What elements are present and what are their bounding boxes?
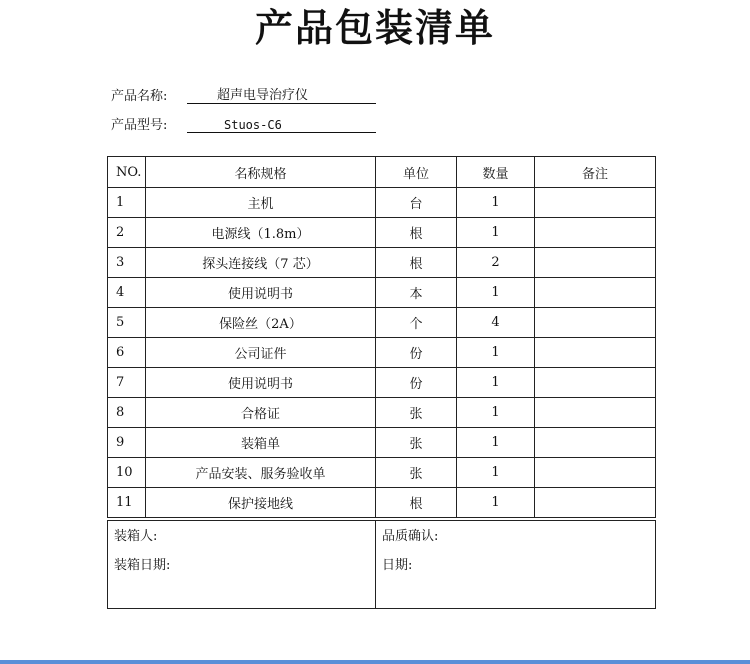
cell-no: 5 — [108, 308, 146, 338]
cell-unit: 个 — [376, 308, 457, 338]
header-quantity: 数量 — [457, 157, 535, 188]
cell-note — [535, 338, 656, 368]
table-row — [108, 308, 656, 338]
product-model-row — [111, 116, 282, 136]
cell-qty: 1 — [457, 368, 535, 398]
cell-no: 9 — [108, 428, 146, 458]
packer-label: 装箱人: — [114, 529, 158, 544]
cell-no: 1 — [108, 188, 146, 218]
cell-qty: 1 — [457, 278, 535, 308]
cell-note — [535, 368, 656, 398]
cell-unit: 台 — [376, 188, 457, 218]
cell-note — [535, 428, 656, 458]
cell-name: 电源线（1.8m） — [146, 218, 376, 248]
cell-unit: 张 — [376, 458, 457, 488]
table-row — [108, 338, 656, 368]
cell-no: 8 — [108, 398, 146, 428]
cell-qty: 1 — [457, 218, 535, 248]
cell-note — [535, 308, 656, 338]
table-row — [108, 398, 656, 428]
table-row — [108, 278, 656, 308]
cell-no: 3 — [108, 248, 146, 278]
cell-name: 公司证件 — [146, 338, 376, 368]
cell-name: 探头连接线（7 芯） — [146, 248, 376, 278]
page-title: 产品包装清单 — [254, 6, 495, 50]
table-row — [108, 188, 656, 218]
cell-qty: 2 — [457, 248, 535, 278]
qc-label: 品质确认: — [382, 529, 439, 544]
cell-unit: 份 — [376, 368, 457, 398]
cell-name: 产品安装、服务验收单 — [146, 458, 376, 488]
cell-unit: 张 — [376, 398, 457, 428]
packer-signoff-box — [107, 520, 376, 609]
packing-list-table — [107, 156, 656, 518]
bottom-divider — [0, 660, 750, 664]
cell-unit: 根 — [376, 218, 457, 248]
cell-no: 11 — [108, 488, 146, 518]
cell-note — [535, 488, 656, 518]
table-row — [108, 488, 656, 518]
qc-date-label: 日期: — [382, 558, 413, 573]
table-row — [108, 428, 656, 458]
header-name-spec: 名称规格 — [146, 157, 376, 188]
cell-unit: 根 — [376, 488, 457, 518]
header-unit: 单位 — [376, 157, 457, 188]
product-model-value: Stuos-C6 — [187, 116, 376, 133]
cell-unit: 本 — [376, 278, 457, 308]
cell-qty: 1 — [457, 458, 535, 488]
cell-qty: 1 — [457, 488, 535, 518]
cell-note — [535, 398, 656, 428]
cell-qty: 1 — [457, 338, 535, 368]
header-note: 备注 — [535, 157, 656, 188]
cell-qty: 1 — [457, 188, 535, 218]
cell-name: 使用说明书 — [146, 278, 376, 308]
cell-no: 7 — [108, 368, 146, 398]
cell-unit: 张 — [376, 428, 457, 458]
table-header-row — [108, 157, 656, 188]
cell-name: 合格证 — [146, 398, 376, 428]
pack-date-label: 装箱日期: — [114, 558, 171, 573]
cell-name: 装箱单 — [146, 428, 376, 458]
cell-name: 保险丝（2A） — [146, 308, 376, 338]
cell-unit: 根 — [376, 248, 457, 278]
product-name-row — [111, 87, 309, 107]
table-row — [108, 458, 656, 488]
product-name-value: 超声电导治疗仪 — [187, 87, 376, 104]
cell-note — [535, 188, 656, 218]
cell-name: 主机 — [146, 188, 376, 218]
header-no: NO. — [108, 157, 146, 188]
cell-note — [535, 278, 656, 308]
product-model-label: 产品型号: — [111, 118, 168, 133]
cell-no: 2 — [108, 218, 146, 248]
table-row — [108, 368, 656, 398]
cell-no: 10 — [108, 458, 146, 488]
table-row — [108, 218, 656, 248]
cell-qty: 4 — [457, 308, 535, 338]
cell-note — [535, 218, 656, 248]
cell-note — [535, 248, 656, 278]
cell-unit: 份 — [376, 338, 457, 368]
cell-qty: 1 — [457, 398, 535, 428]
cell-no: 6 — [108, 338, 146, 368]
cell-name: 使用说明书 — [146, 368, 376, 398]
product-name-label: 产品名称: — [111, 89, 168, 104]
cell-no: 4 — [108, 278, 146, 308]
cell-name: 保护接地线 — [146, 488, 376, 518]
qc-signoff-box — [375, 520, 656, 609]
table-row — [108, 248, 656, 278]
cell-note — [535, 458, 656, 488]
cell-qty: 1 — [457, 428, 535, 458]
